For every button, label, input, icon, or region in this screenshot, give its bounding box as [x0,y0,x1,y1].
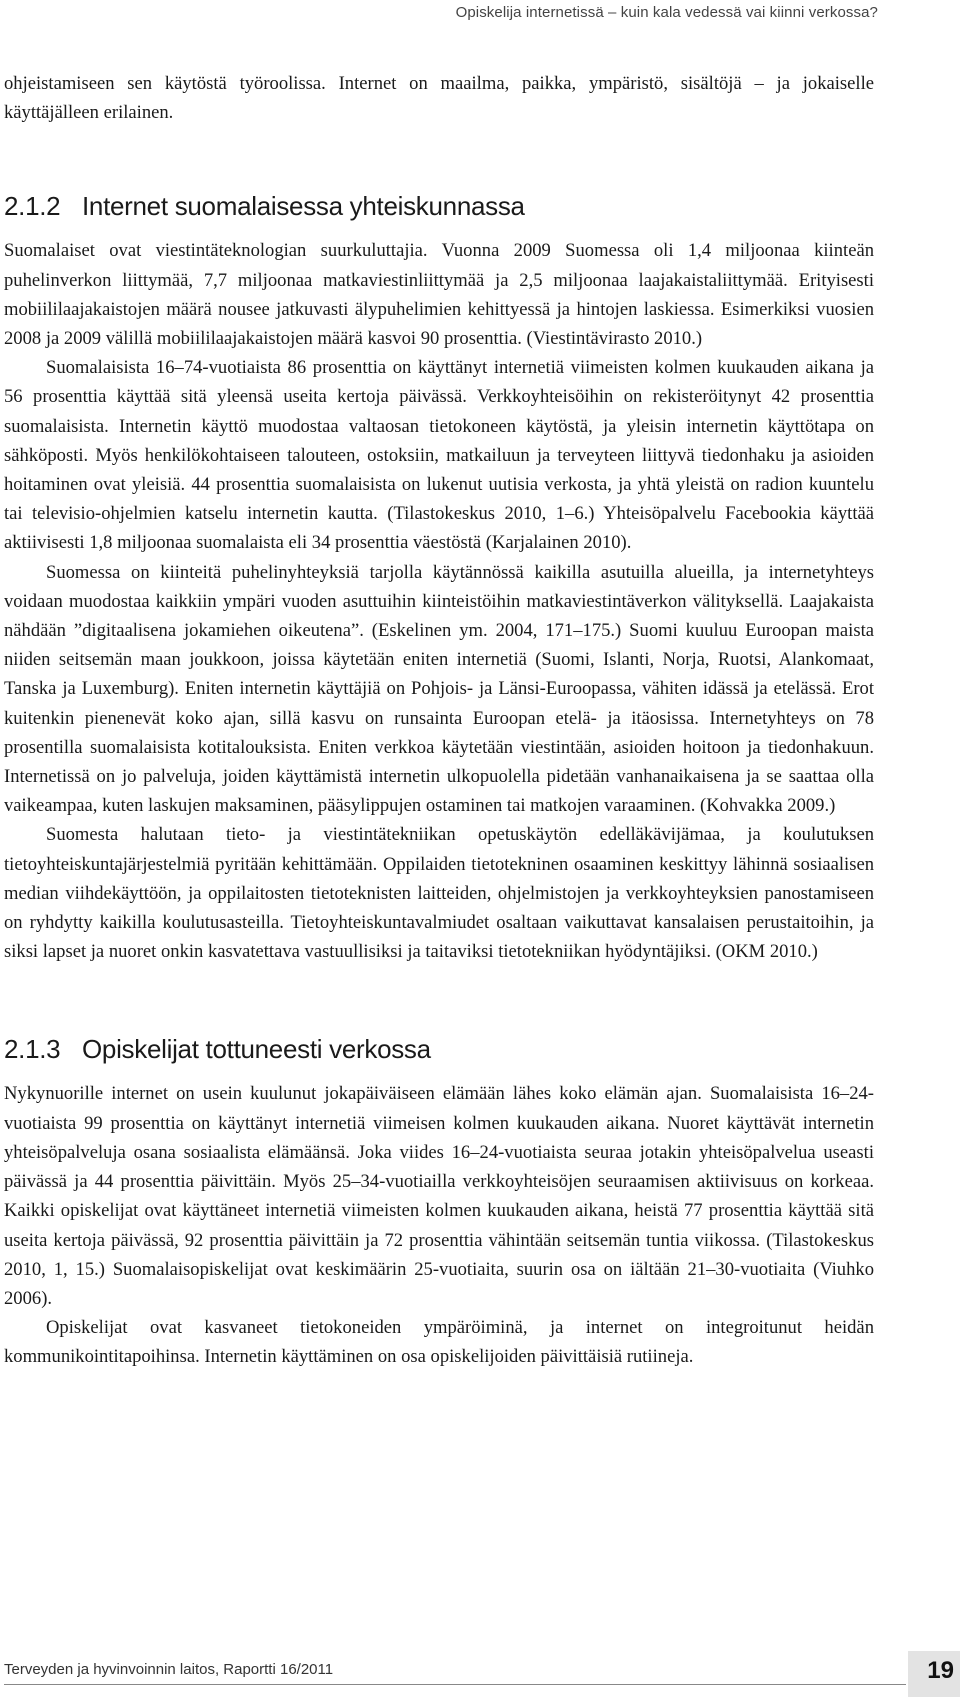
running-header: Opiskelija internetissä – kuin kala vedessä vai kiinni verkossa? [455,4,878,21]
publisher-line: Terveyden ja hyvinvoinnin laitos, Raportti 16/2011 [4,1661,334,1678]
paragraph: Suomalaisista 16–74-vuotiaista 86 prosenttia on käyttänyt internetiä viimeisten kolmen kuukauden aikana ja 56 prosenttia käyttää sitä yleensä useita kertoja päivässä. Verkkoyhteisöihin on rekisteröitynyt 42 prosenttia suomalaisista. Internetin käyttö muodostaa valtaosan tietokoneen käytöstä, ja yleisin internetin käyttötapa on sähköposti. Myös henkilökohtaiseen talouteen, ostoksiin, matkailuun ja terveyteen liittyvä tiedonhaku ja asioiden hoitaminen ovat yleisiä. 44 prosenttia suomalaisista on lukenut uutisia verkosta, ja yhtä yleistä on radion kuuntelu tai televisio-ohjelmien katselu internetin kautta. (Tilastokeskus 2010, 1–6.) Yhteisöpalvelu Facebookia käyttää aktiivisesti 1,8 miljoonaa suomalaista eli 34 prosenttia väestöstä (Karjalainen 2010). [4,357,874,554]
paragraph: Suomessa on kiinteitä puhelinyhteyksiä tarjolla käytännössä kaikilla asutuilla alueilla, ja internetyhteys voidaan muodostaa kaikkiin ympäri vuoden asuttuihin kiinteistöihin matkaviestintäverkon välityksellä. Laajakaista nähdään ”digitaalisena jokamiehen oikeutena”. (Eskelinen ym. 2004, 171–175.) Suomi kuuluu Euroopan maista niiden seitsemän maan joukkoon, joissa käytetään eniten internetiä (Suomi, Islanti, Norja, Ruotsi, Alankomaat, Tanska ja Luxemburg). Eniten internetin käyttäjiä on Pohjois- ja Länsi-Euroopassa, vähiten idässä ja etelässä. Erot kuitenkin pienenevät koko ajan, sillä kasvu on runsainta Euroopan etelä- ja itäosissa. Internetyhteys on 78 prosentilla suomalaisista kotitalouksista. Eniten verkkoa käytetään viestintään, asioiden hoitoon ja tiedonhakuun. Internetissä on jo palveluja, joiden käyttämistä internetin ulkopuolella pidetään vanhanaikaisena ja se saattaa olla vaikeampaa, kuten laskujen maksaminen, pääsylippujen ostaminen tai matkojen varaaminen. (Kohvakka 2009.) [4,561,874,817]
section-heading-2-1-3 [4,1034,874,1065]
section-number: 2.1.2 [4,191,61,222]
paragraph: Suomalaiset ovat viestintäteknologian suurkuluttajia. Vuonna 2009 Suomessa oli 1,4 miljoonaa kiinteän puhelinverkon liittymää, 7,7 miljoonaa matkaviestinliittymää ja 2,5 miljoonaa laajakaistaliittymää. Erityisesti mobiililaajakaistojen määrä nousee jatkuvasti älypuhelimien kehittyessä ja hintojen laskiessa. Esimerkiksi vuosien 2008 ja 2009 välillä mobiililaajakaistojen määrä kasvoi 90 prosenttia. (Viestintävirasto 2010.) [4,240,874,350]
page-footer [4,1651,960,1697]
section-title: Internet suomalaisessa yhteiskunnassa [82,191,525,222]
document-body [4,69,874,1372]
paragraph: Opiskelijat ovat kasvaneet tietokoneiden ympäröiminä, ja internet on integroitunut heidän kommunikointitapoihinsa. Internetin käyttäminen on osa opiskelijoiden päivittäisiä rutiineja. [4,1317,874,1368]
section-title: Opiskelijat tottuneesti verkossa [82,1034,431,1065]
intro-paragraph: ohjeistamiseen sen käytöstä työroolissa. Internet on maailma, paikka, ympäristö, sisältöjä – ja jokaiselle käyttäjälleen erilainen. [4,73,874,124]
paragraph: Suomesta halutaan tieto- ja viestintätekniikan opetuskäytön edelläkävijämaa, ja koulutuksen tietoyhteiskuntajärjestelmiä pyritään kehittämään. Oppilaiden tietotekninen osaaminen keskittyy lähinnä sosiaalisen median viihdekäyttöön, ja oppilaitosten tietoteknisten laitteiden, ohjelmistojen ja verkkoyhteyksien panostamiseen on ryhdytty kaikilla koulutusasteilla. Tietoyhteiskuntavalmiudet osaltaan vaikuttavat kansalaisen perustaitoihin, ja siksi lapset ja nuoret onkin kasvatettava vastuullisiksi ja taitaviksi tietotekniikan hyödyntäjiksi. (OKM 2010.) [4,824,874,963]
footer-divider [4,1684,906,1685]
section-number: 2.1.3 [4,1034,61,1065]
page-number-box [908,1651,960,1697]
section-heading-2-1-2 [4,191,874,222]
paragraph: Nykynuorille internet on usein kuulunut jokapäiväiseen elämään lähes koko elämän ajan. Suomalaisista 16–24-vuotiaista 99 prosenttia on käyttänyt internetiä viimeisen kolmen kuukauden aikana. Nuoret käyttävät internetin yhteisöpalveluja osana sosiaalista elämäänsä. Joka viides 16–24-vuotiaista seuraa jotakin yhteisöpalvelua useasti päivässä ja 44 prosenttia päivittäin. Myös 25–34-vuotiailla verkkoyhteisöjen seuraamisen aktiivisuus on korkeaa. Kaikki opiskelijat ovat käyttäneet internetiä viimeisten kolmen kuukauden aikana, heistä 77 prosenttia käyttää sitä useita kertoja päivässä, 92 prosenttia päivittäin ja 72 prosenttia vähintään seitsemän tuntia viikossa. (Tilastokeskus 2010, 1, 15.) Suomalaisopiskelijat ovat keskimäärin 25-vuotiaita, suurin osa on iältään 21–30-vuotiaita (Viuhko 2006). [4,1083,874,1309]
page-number: 19 [927,1657,954,1684]
